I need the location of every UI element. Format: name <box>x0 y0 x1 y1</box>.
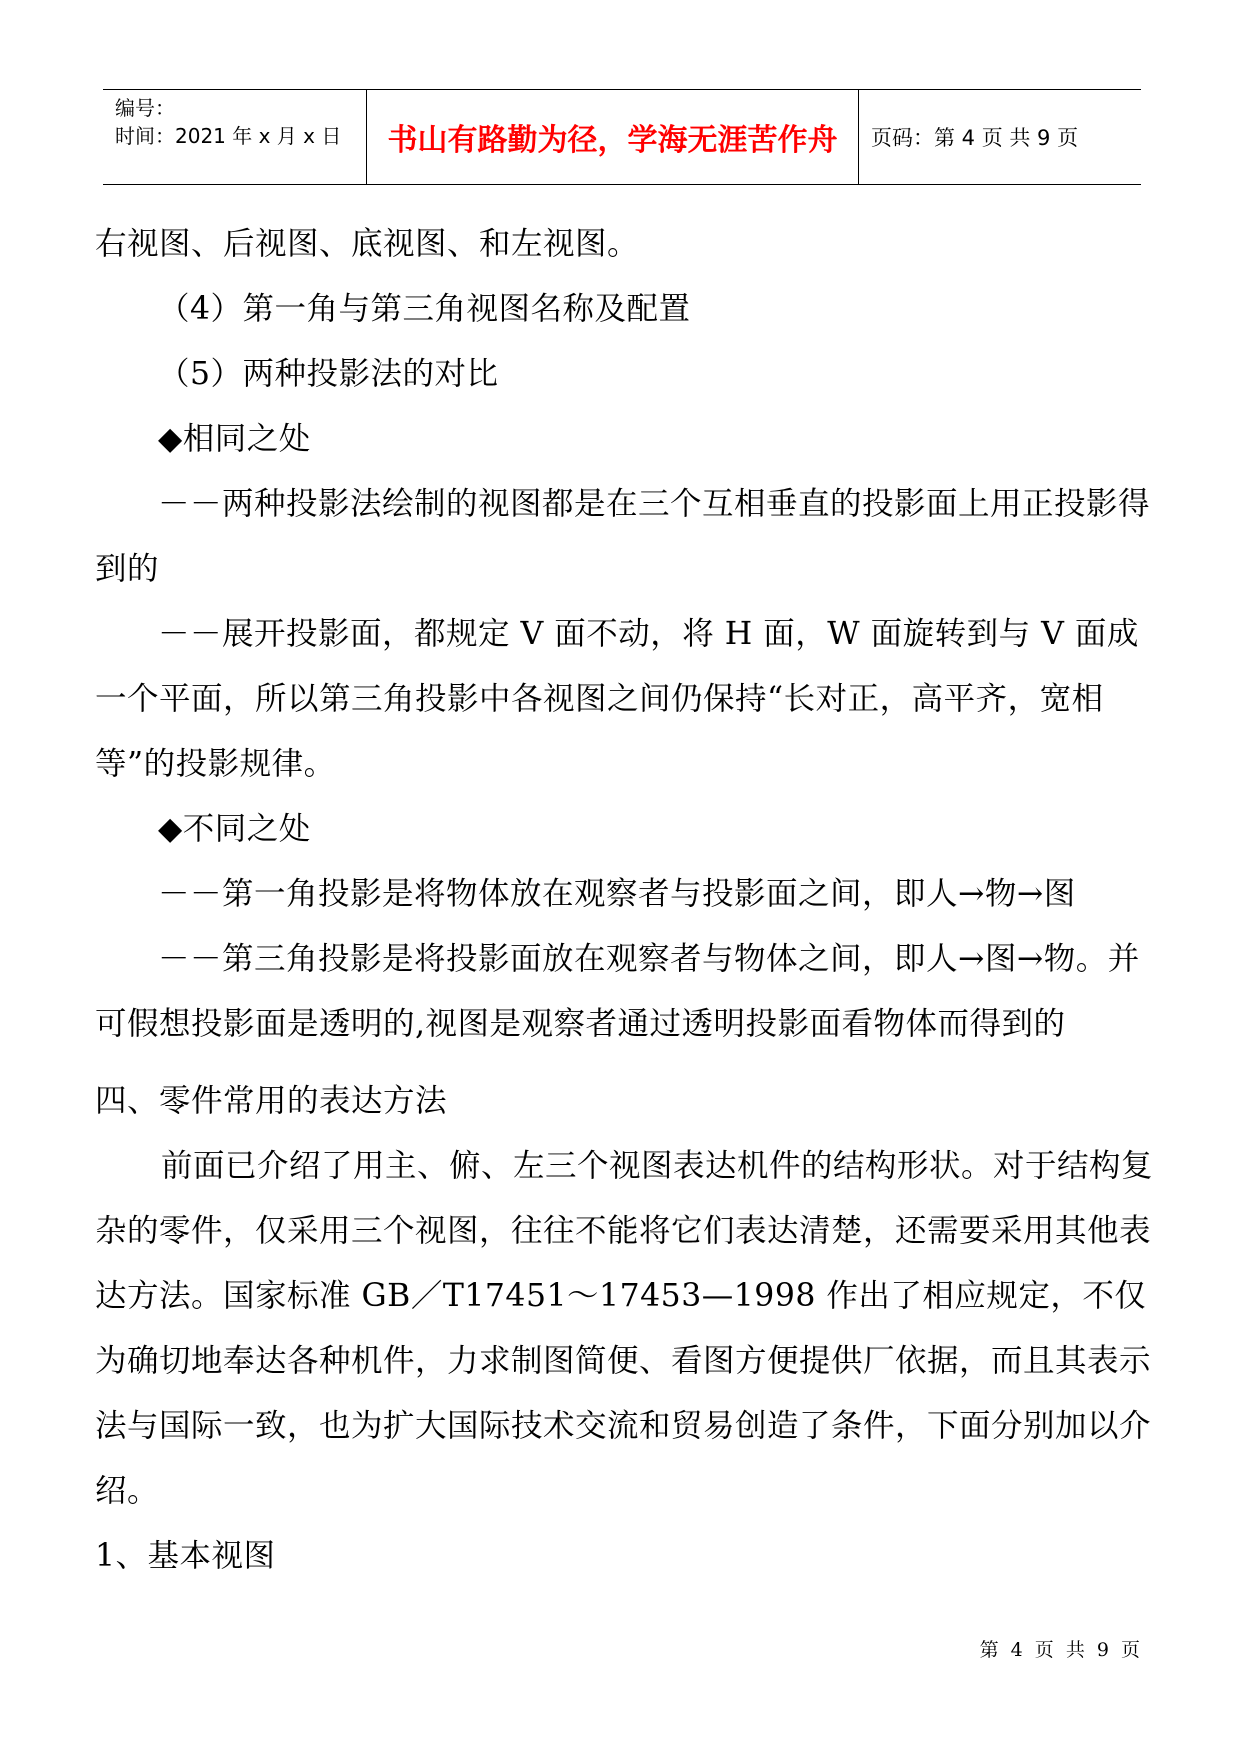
paragraph: （4）第一角与第三角视图名称及配置 <box>158 291 691 327</box>
paragraph: －－两种投影法绘制的视图都是在三个互相垂直的投影面上用正投影得到的 <box>95 486 1151 587</box>
document-body <box>95 212 1155 1589</box>
header-motto: 书山有路勤为径，学海无涯苦作舟 <box>367 90 859 184</box>
paragraph: 右视图、后视图、底视图、和左视图。 <box>95 226 640 262</box>
header-meta <box>103 90 367 184</box>
section-heading: 四、零件常用的表达方法 <box>95 1083 448 1119</box>
page-footer: 第 4 页 共 9 页 <box>979 1639 1143 1661</box>
time-label: 时间：2021 年 x 月 x 日 <box>115 124 342 148</box>
header-page-code: 页码：第 4 页 共 9 页 <box>871 126 1079 150</box>
paragraph: （5）两种投影法的对比 <box>158 356 499 392</box>
paragraph: －－第一角投影是将物体放在观察者与投影面之间，即人→物→图 <box>158 876 1076 912</box>
paragraph: －－第三角投影是将投影面放在观察者与物体之间，即人→图→物。并可假想投影面是透明的,视图是观察者通过透明投影面看物体而得到的 <box>95 941 1140 1042</box>
paragraph: 前面已介绍了用主、俯、左三个视图表达机件的结构形状。对于结构复杂的零件，仅采用三个视图，往往不能将它们表达清楚，还需要采用其他表达方法。国家标准 GB／T17451～17453—1998 作出了相应规定，不仅为确切地奉达各种机件，力求制图简便、看图方便提供厂依据，而且其表示法与国际一致，也为扩大国际技术交流和贸易创造了条件，下面分别加以介绍。 <box>95 1148 1154 1509</box>
subsection-heading: 1、基本视图 <box>95 1538 276 1574</box>
page-header <box>103 89 1141 185</box>
section-marker: ◆相同之处 <box>158 421 311 457</box>
number-label: 编号： <box>115 96 175 120</box>
paragraph: －－展开投影面，都规定 V 面不动，将 H 面，W 面旋转到与 V 面成一个平面，所以第三角投影中各视图之间仍保持“长对正，高平齐，宽相等”的投影规律。 <box>95 616 1139 782</box>
section-marker: ◆不同之处 <box>158 811 311 847</box>
